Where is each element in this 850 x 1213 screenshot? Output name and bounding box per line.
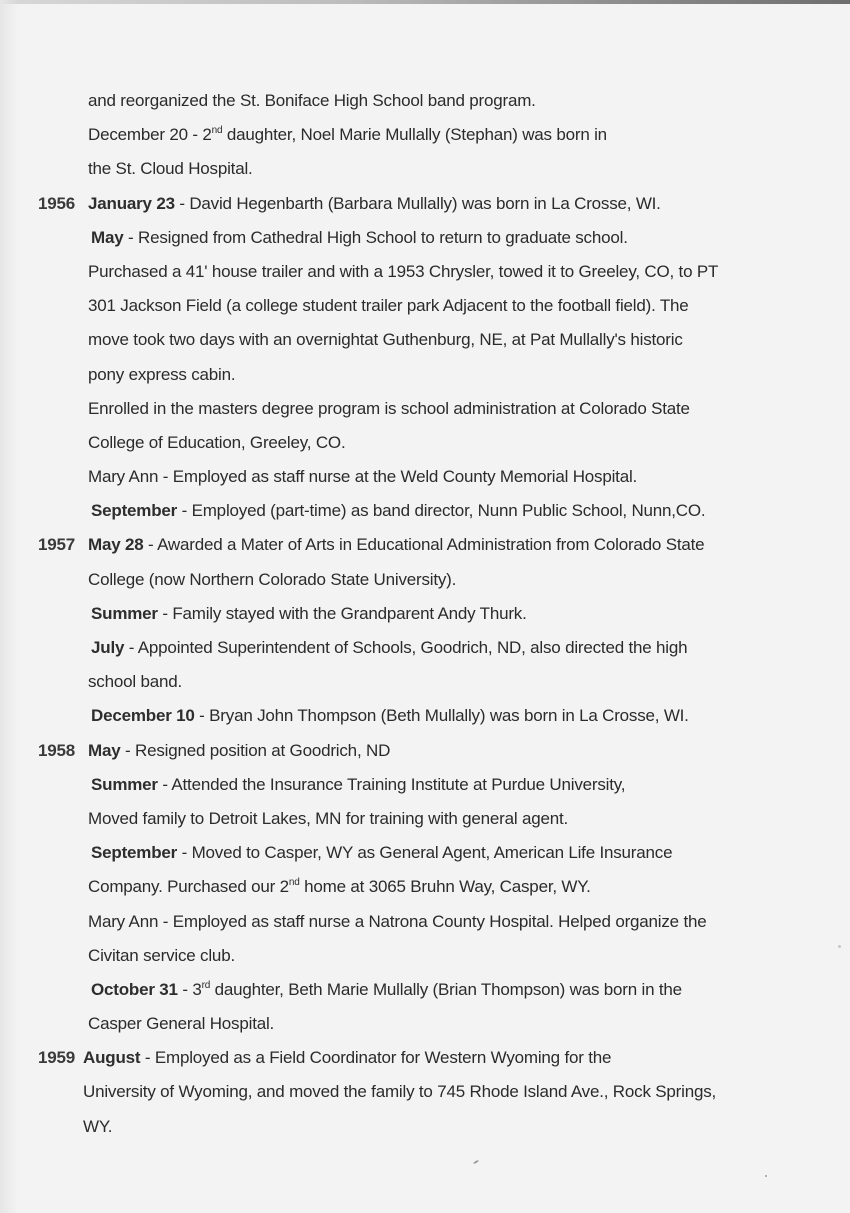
- entry-text: [91, 221, 628, 255]
- entry-text: [88, 392, 690, 426]
- document-line: [0, 905, 850, 939]
- entry-text: [91, 597, 527, 631]
- entry-body: College (now Northern Colorado State University).: [88, 569, 457, 589]
- entry-text: [83, 1041, 611, 1075]
- entry-text: [91, 631, 687, 665]
- entry-body: Casper General Hospital.: [88, 1014, 275, 1034]
- ordinal-suffix: nd: [211, 125, 223, 137]
- entry-text: [88, 84, 536, 118]
- entry-body: Mary Ann - Employed as staff nurse a Natrona County Hospital. Helped organize the: [88, 911, 707, 931]
- entry-date-label: September: [91, 843, 178, 863]
- entry-date-label: May 28: [88, 535, 144, 555]
- document-line: [0, 358, 850, 392]
- entry-date-label: May: [91, 227, 124, 247]
- entry-text: [91, 768, 625, 802]
- ordinal-suffix: rd: [201, 979, 211, 991]
- document-line: [0, 563, 850, 597]
- entry-text: [88, 358, 235, 392]
- entry-text: [88, 802, 568, 836]
- entry-text: [91, 973, 682, 1007]
- document-line: [0, 631, 850, 665]
- entry-body: Moved family to Detroit Lakes, MN for training with general agent.: [88, 808, 569, 828]
- entry-body-continued: home at 3065 Bruhn Way, Casper, WY.: [299, 877, 591, 897]
- entry-body: - Resigned from Cathedral High School to return to graduate school.: [123, 227, 628, 247]
- scan-border: [0, 0, 850, 4]
- entry-body: - Appointed Superintendent of Schools, Goodrich, ND, also directed the high: [124, 638, 688, 657]
- entry-text: [88, 528, 704, 562]
- document-line: [0, 494, 850, 528]
- entry-text: [88, 563, 456, 597]
- scan-speck: [838, 945, 841, 948]
- entry-body: Mary Ann - Employed as staff nurse at the Weld County Memorial Hospital.: [88, 467, 638, 487]
- entry-body: - Attended the Insurance Training Institute at Purdue University,: [157, 774, 626, 794]
- entry-body: - David Hegenbarth (Barbara Mullally) was born in La Crosse, WI.: [174, 193, 661, 213]
- entry-body-continued: daughter, Beth Marie Mullally (Brian Thompson) was born in the: [210, 979, 682, 999]
- entry-date-label: July: [91, 638, 125, 657]
- entry-body: school band.: [88, 672, 183, 692]
- document-line: [0, 187, 850, 221]
- scan-speck: [473, 1160, 479, 1165]
- entry-text: [88, 665, 182, 699]
- year-label: 1958: [38, 740, 76, 760]
- entry-body-continued: daughter, Noel Marie Mullally (Stephan) was born in: [222, 125, 607, 145]
- entry-text: [88, 905, 707, 939]
- document-line: [0, 426, 850, 460]
- entry-text: [88, 152, 253, 186]
- entry-text: [88, 1007, 274, 1041]
- ordinal-suffix: nd: [288, 877, 300, 889]
- entry-body: University of Wyoming, and moved the family to 745 Rhode Island Ave., Rock Springs,: [83, 1082, 717, 1102]
- entry-text: [88, 939, 235, 973]
- entry-date-label: September: [91, 501, 178, 521]
- entry-text: [91, 494, 705, 528]
- entry-text: [88, 289, 689, 323]
- entry-body: Enrolled in the masters degree program is school administration at Colorado State: [88, 398, 690, 418]
- document-line: [0, 84, 850, 118]
- entry-body: 301 Jackson Field (a college student trailer park Adjacent to the football field). The: [88, 296, 689, 316]
- entry-text: [88, 187, 661, 221]
- document-line: [0, 255, 850, 289]
- entry-text: [91, 699, 689, 733]
- entry-body: Company. Purchased our 2: [88, 877, 289, 897]
- document-line: [0, 870, 850, 904]
- document-line: [0, 1075, 850, 1109]
- entry-date-label: May: [88, 740, 121, 760]
- entry-body: - Employed as a Field Coordinator for Western Wyoming for the: [140, 1048, 612, 1068]
- entry-body: December 20 - 2: [88, 125, 212, 145]
- document-line: [0, 392, 850, 426]
- entry-text: [88, 255, 718, 289]
- document-line: [0, 289, 850, 323]
- entry-date-label: Summer: [91, 603, 158, 623]
- document-page: [0, 84, 850, 1144]
- document-line: [0, 699, 850, 733]
- entry-body: - Bryan John Thompson (Beth Mullally) was born in La Crosse, WI.: [194, 706, 689, 726]
- entry-body: - Awarded a Mater of Arts in Educational Administration from Colorado State: [143, 535, 705, 555]
- entry-text: [83, 1075, 716, 1109]
- entry-body: move took two days with an overnightat Guthenburg, NE, at Pat Mullally's historic: [88, 330, 683, 350]
- entry-body: and reorganized the St. Boniface High School band program.: [88, 91, 536, 110]
- entry-date-label: January 23: [88, 193, 175, 213]
- entry-body: - 3: [177, 979, 202, 999]
- year-label: 1957: [38, 535, 76, 555]
- entry-body: - Employed (part-time) as band director, Nunn Public School, Nunn,CO.: [177, 501, 706, 521]
- document-line: [0, 768, 850, 802]
- document-line: [0, 802, 850, 836]
- document-line: [0, 939, 850, 973]
- entry-text: [88, 118, 607, 152]
- entry-date-label: August: [83, 1048, 141, 1068]
- document-line: [0, 597, 850, 631]
- entry-date-label: December 10: [91, 706, 195, 726]
- document-line: [0, 836, 850, 870]
- document-line: [0, 1110, 850, 1144]
- document-line: [0, 665, 850, 699]
- document-line: [0, 460, 850, 494]
- document-line: [0, 1041, 850, 1075]
- entry-text: [88, 323, 683, 357]
- entry-body: - Resigned position at Goodrich, ND: [120, 740, 391, 760]
- document-line: [0, 323, 850, 357]
- entry-body: Civitan service club.: [88, 945, 235, 965]
- entry-text: [88, 426, 345, 460]
- entry-text: [88, 870, 591, 904]
- entry-text: [83, 1110, 112, 1144]
- entry-text: [88, 734, 390, 768]
- entry-body: College of Education, Greeley, CO.: [88, 432, 346, 452]
- document-line: [0, 118, 850, 152]
- entry-body: Purchased a 41' house trailer and with a 1953 Chrysler, towed it to Greeley, CO, to PT: [88, 261, 719, 281]
- document-line: [0, 221, 850, 255]
- document-line: [0, 152, 850, 186]
- document-line: [0, 1007, 850, 1041]
- entry-date-label: Summer: [91, 774, 158, 794]
- year-label: 1959: [38, 1048, 76, 1068]
- scan-speck: [765, 1175, 767, 1177]
- entry-body: the St. Cloud Hospital.: [88, 159, 253, 179]
- entry-text: [88, 460, 637, 494]
- document-line: [0, 734, 850, 768]
- document-line: [0, 528, 850, 562]
- entry-date-label: October 31: [91, 979, 178, 999]
- year-label: 1956: [38, 193, 76, 213]
- entry-body: pony express cabin.: [88, 364, 236, 384]
- entry-body: - Moved to Casper, WY as General Agent, American Life Insurance: [177, 843, 673, 863]
- entry-text: [91, 836, 672, 870]
- entry-body: - Family stayed with the Grandparent Andy Thurk.: [157, 603, 527, 623]
- entry-body: WY.: [83, 1116, 113, 1136]
- document-line: [0, 973, 850, 1007]
